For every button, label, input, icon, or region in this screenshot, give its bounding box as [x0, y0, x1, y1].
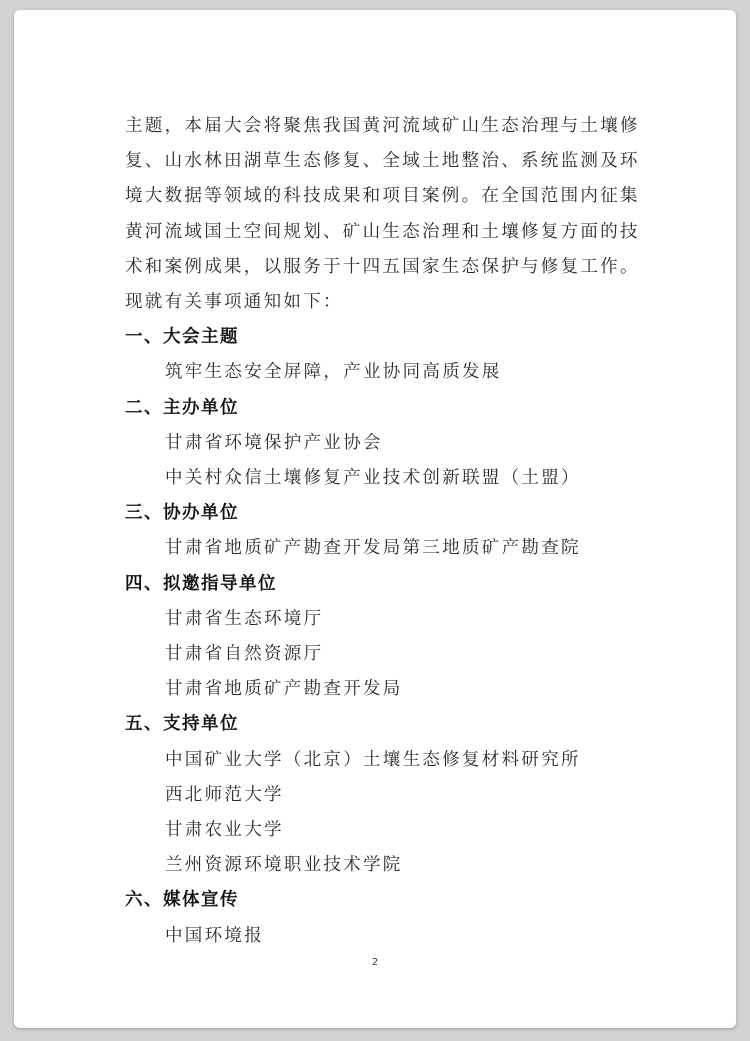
intro-line: 黄河流域国土空间规划、矿山生态治理和土壤修复方面的技 — [125, 221, 640, 242]
section-theme — [125, 320, 645, 390]
section-item: 筑牢生态安全屏障，产业协同高质发展 — [165, 362, 502, 383]
section-item: 中国矿业大学（北京）土壤生态修复材料研究所 — [165, 749, 581, 770]
section-item: 西北师范大学 — [165, 784, 284, 805]
section-heading: 二、主办单位 — [125, 397, 239, 418]
document-page — [14, 10, 736, 1028]
section-item: 甘肃省地质矿产勘查开发局第三地质矿产勘查院 — [165, 538, 581, 559]
section-organizers — [125, 391, 645, 497]
intro-line: 境大数据等领域的科技成果和项目案例。在全国范围内征集 — [125, 186, 640, 207]
section-co-organizers — [125, 496, 645, 566]
section-heading: 五、支持单位 — [125, 714, 239, 735]
intro-line: 主题，本届大会将聚焦我国黄河流域矿山生态治理与土壤修 — [125, 116, 640, 136]
section-heading: 一、大会主题 — [125, 327, 239, 348]
document-body — [125, 109, 645, 954]
page-number: 2 — [371, 957, 379, 968]
intro-paragraph — [125, 109, 645, 320]
section-item: 中国环境报 — [165, 925, 264, 946]
section-heading: 六、媒体宣传 — [125, 890, 239, 911]
section-media — [125, 883, 645, 953]
section-guidance-units — [125, 567, 645, 708]
section-item: 中关村众信土壤修复产业技术创新联盟（土盟） — [165, 468, 581, 489]
section-item: 甘肃省生态环境厅 — [165, 608, 324, 629]
section-item: 甘肃农业大学 — [165, 820, 284, 841]
section-item: 甘肃省自然资源厅 — [165, 644, 324, 665]
section-heading: 三、协办单位 — [125, 503, 239, 524]
intro-line: 术和案例成果，以服务于十四五国家生态保护与修复工作。 — [125, 256, 640, 277]
intro-line: 复、山水林田湖草生态修复、全域土地整治、系统监测及环 — [125, 151, 640, 172]
section-item: 甘肃省地质矿产勘查开发局 — [165, 679, 403, 700]
section-item: 甘肃省环境保护产业协会 — [165, 432, 383, 453]
section-supporters — [125, 707, 645, 883]
section-heading: 四、拟邀指导单位 — [125, 573, 277, 594]
intro-line: 现就有关事项通知如下： — [125, 292, 343, 313]
section-item: 兰州资源环境职业技术学院 — [165, 855, 403, 876]
